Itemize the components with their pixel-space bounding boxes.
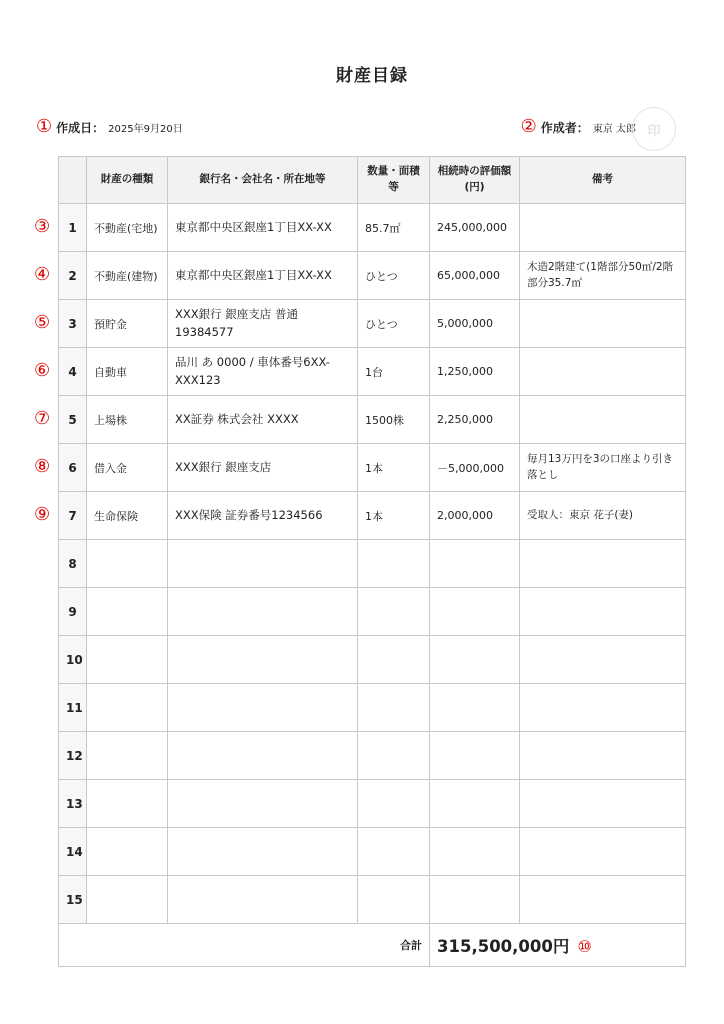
bank-info-cell (168, 732, 358, 780)
row-marker: ④ (34, 263, 51, 285)
quantity-cell (358, 732, 430, 780)
note-cell (520, 636, 686, 684)
note-cell (520, 348, 686, 396)
note-cell (520, 828, 686, 876)
valuation-cell: 2,000,000 (430, 492, 520, 540)
bank-info-cell: XXX保険 証券番号1234566 (168, 492, 358, 540)
header-bank: 銀行名・会社名・所在地等 (168, 157, 358, 204)
note-cell (520, 684, 686, 732)
row-marker: ⑤ (34, 311, 51, 333)
marker-10: ⑩ (577, 937, 592, 956)
valuation-cell (430, 780, 520, 828)
valuation-cell: 5,000,000 (430, 300, 520, 348)
bank-info-cell (168, 828, 358, 876)
quantity-cell: ひとつ (358, 252, 430, 300)
note-cell (520, 588, 686, 636)
row-number-cell: 13 (59, 780, 87, 828)
table-row (59, 828, 686, 876)
table-row (59, 684, 686, 732)
table-row (59, 732, 686, 780)
header-note: 備考 (520, 157, 686, 204)
table-row (59, 540, 686, 588)
valuation-cell (430, 540, 520, 588)
note-cell (520, 732, 686, 780)
quantity-cell (358, 684, 430, 732)
quantity-cell (358, 588, 430, 636)
bank-info-cell: 東京都中央区銀座1丁目XX-XX (168, 204, 358, 252)
row-number-cell: 5 (59, 396, 87, 444)
bank-info-cell: XX証券 株式会社 XXXX (168, 396, 358, 444)
asset-type-cell (87, 636, 168, 684)
total-value: 315,500,000円 (437, 937, 570, 956)
bank-info-cell: XXX銀行 銀座支店 (168, 444, 358, 492)
bank-info-cell: 東京都中央区銀座1丁目XX-XX (168, 252, 358, 300)
asset-type-cell (87, 540, 168, 588)
author-label: 作成者： (540, 120, 589, 135)
table-row (59, 252, 686, 300)
row-marker: ⑦ (34, 407, 51, 429)
created-by (521, 118, 636, 136)
asset-type-cell: 生命保険 (87, 492, 168, 540)
row-number-cell: 10 (59, 636, 87, 684)
bank-info-cell (168, 684, 358, 732)
row-number-cell: 3 (59, 300, 87, 348)
asset-type-cell: 自動車 (87, 348, 168, 396)
row-number-cell: 15 (59, 876, 87, 924)
author-value: 東京 太郎 (592, 123, 636, 135)
marker-1: ① (36, 116, 53, 137)
table-row (59, 780, 686, 828)
row-number-cell: 8 (59, 540, 87, 588)
quantity-cell: 1500株 (358, 396, 430, 444)
valuation-cell: －5,000,000 (430, 444, 520, 492)
valuation-cell (430, 828, 520, 876)
bank-info-cell (168, 636, 358, 684)
bank-info-cell: XXX銀行 銀座支店 普通 19384577 (168, 300, 358, 348)
table-row (59, 444, 686, 492)
asset-type-cell: 上場株 (87, 396, 168, 444)
row-number-cell: 14 (59, 828, 87, 876)
marker-2: ② (520, 116, 537, 137)
note-cell: 木造2階建て(1階部分50㎡/2階部分35.7㎡ (520, 252, 686, 300)
quantity-cell: ひとつ (358, 300, 430, 348)
total-label: 合計 (59, 924, 430, 967)
valuation-cell (430, 684, 520, 732)
valuation-cell: 245,000,000 (430, 204, 520, 252)
bank-info-cell: 品川 あ 0000 / 車体番号6XX-XXX123 (168, 348, 358, 396)
asset-type-cell: 不動産(建物) (87, 252, 168, 300)
header-type: 財産の種類 (87, 157, 168, 204)
asset-type-cell: 不動産(宅地) (87, 204, 168, 252)
created-date-value: 2025年9月20日 (108, 123, 183, 135)
valuation-cell (430, 588, 520, 636)
created-date-label: 作成日： (56, 120, 105, 135)
row-marker: ⑧ (34, 455, 51, 477)
row-number-cell: 1 (59, 204, 87, 252)
document-title: 財産目録 (336, 66, 408, 86)
note-cell (520, 540, 686, 588)
quantity-cell: 1台 (358, 348, 430, 396)
total-row (59, 924, 686, 967)
row-number-cell: 11 (59, 684, 87, 732)
bank-info-cell (168, 780, 358, 828)
row-number-cell: 6 (59, 444, 87, 492)
row-number-cell: 12 (59, 732, 87, 780)
asset-type-cell: 預貯金 (87, 300, 168, 348)
row-marker: ⑨ (34, 503, 51, 525)
header-index (59, 157, 87, 204)
row-number-cell: 7 (59, 492, 87, 540)
quantity-cell: 1本 (358, 492, 430, 540)
quantity-cell (358, 828, 430, 876)
table-row (59, 588, 686, 636)
note-cell (520, 876, 686, 924)
valuation-cell: 1,250,000 (430, 348, 520, 396)
note-cell: 受取人：東京 花子(妻) (520, 492, 686, 540)
note-cell (520, 396, 686, 444)
bank-info-cell (168, 588, 358, 636)
quantity-cell (358, 540, 430, 588)
table-body (59, 204, 686, 924)
table-row (59, 492, 686, 540)
table-row (59, 396, 686, 444)
bank-info-cell (168, 876, 358, 924)
quantity-cell (358, 876, 430, 924)
row-number-cell: 4 (59, 348, 87, 396)
quantity-cell (358, 780, 430, 828)
quantity-cell: 85.7㎡ (358, 204, 430, 252)
header-value: 相続時の評価額(円) (430, 157, 520, 204)
quantity-cell: 1本 (358, 444, 430, 492)
valuation-cell: 2,250,000 (430, 396, 520, 444)
quantity-cell (358, 636, 430, 684)
note-cell (520, 204, 686, 252)
total-cell (430, 924, 686, 967)
asset-type-cell (87, 732, 168, 780)
asset-type-cell: 借入金 (87, 444, 168, 492)
asset-table (58, 156, 686, 967)
valuation-cell: 65,000,000 (430, 252, 520, 300)
table-header (59, 157, 686, 204)
asset-type-cell (87, 876, 168, 924)
valuation-cell (430, 732, 520, 780)
note-cell (520, 780, 686, 828)
note-cell: 毎月13万円を3の口座より引き落とし (520, 444, 686, 492)
table-row (59, 348, 686, 396)
created-date (36, 118, 183, 136)
table-row (59, 300, 686, 348)
bank-info-cell (168, 540, 358, 588)
meta-row (36, 118, 684, 140)
table-row (59, 204, 686, 252)
row-number-cell: 2 (59, 252, 87, 300)
row-marker: ⑥ (34, 359, 51, 381)
valuation-cell (430, 636, 520, 684)
row-marker: ③ (34, 215, 51, 237)
asset-type-cell (87, 684, 168, 732)
table-row (59, 876, 686, 924)
note-cell (520, 300, 686, 348)
asset-type-cell (87, 588, 168, 636)
seal-stamp: 印 (632, 107, 676, 151)
header-quantity: 数量・面積等 (358, 157, 430, 204)
row-number-cell: 9 (59, 588, 87, 636)
table-row (59, 636, 686, 684)
asset-type-cell (87, 780, 168, 828)
valuation-cell (430, 876, 520, 924)
asset-type-cell (87, 828, 168, 876)
